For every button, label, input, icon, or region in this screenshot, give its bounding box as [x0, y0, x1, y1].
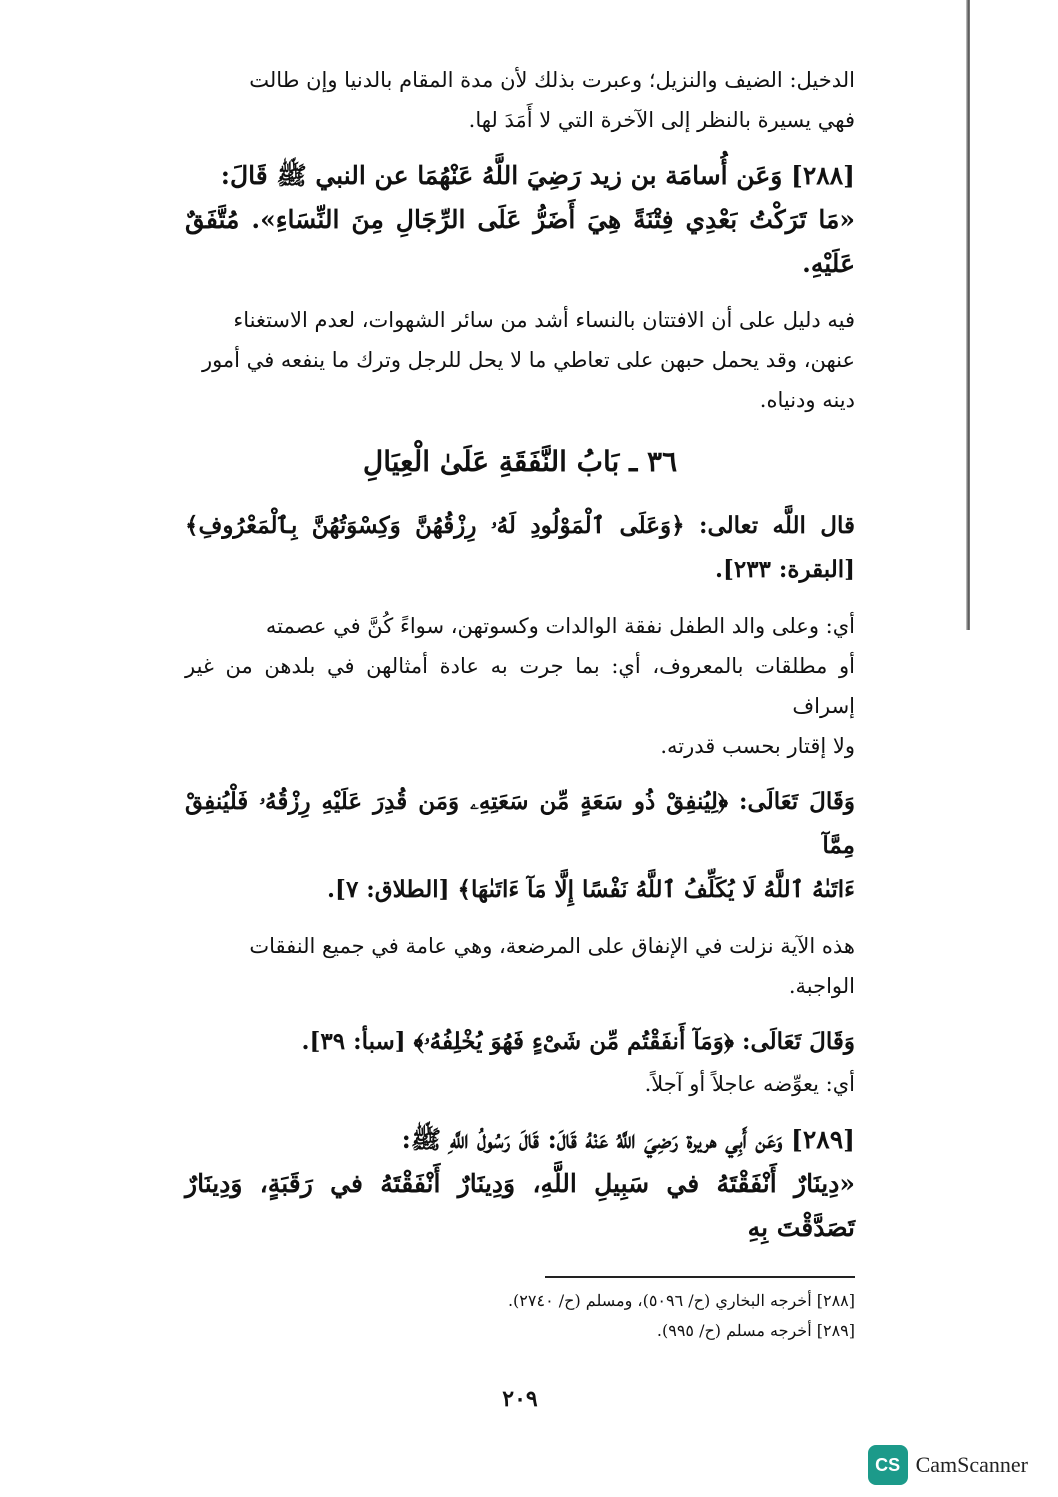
- verse-line: ءَاتَىٰهُ ٱللَّهُ لَا يُكَلِّفُ ٱللَّهُ نَفْسًا إِلَّا مَآ ءَاتَىٰهَا﴾ [الطلاق: ٧].: [327, 876, 855, 903]
- hadith-289-line: «دِينَارٌ أَنْفَقْتَهُ في سَبِيلِ اللَّهِ، وَدِينَارٌ أَنْفَقْتَهُ في رَقَبَةٍ، وَدِينَارٌ تَصَدَّقْتَ بِهِ: [185, 1169, 855, 1242]
- commentary-line: عنهن، وقد يحمل حبهن على تعاطي ما لا يحل للرجل وترك ما ينفعه في أمور: [201, 348, 855, 372]
- footnote: [٢٨٨] أخرجه البخاري (ح/ ٥٠٩٦)، ومسلم (ح/ ٢٧٤٠).: [507, 1291, 855, 1310]
- paragraph-line: فهي يسيرة بالنظر إلى الآخرة التي لا أَمَدَ لها.: [468, 108, 855, 132]
- camscanner-watermark: [868, 1445, 1028, 1485]
- camscanner-logo-icon: CS: [868, 1445, 908, 1485]
- camscanner-brand-text: CamScanner: [915, 1452, 1028, 1477]
- commentary-line: هذه الآية نزلت في الإنفاق على المرضعة، وهي عامة في جميع النفقات: [249, 934, 855, 958]
- hadith-288-line: «مَا تَرَكْتُ بَعْدِي فِتْنَةً هِيَ أَضَرُّ عَلَى الرِّجَالِ مِنَ النِّسَاءِ». مُتَّفَقٌ عَلَيْهِ.: [185, 205, 855, 278]
- commentary-line: أو مطلقات بالمعروف، أي: بما جرت به عادة أمثالهن في بلدهن من غير إسراف: [185, 654, 855, 718]
- hadith-288-line: [٢٨٨] وَعَن أُسامَة بن زيد رَضِيَ اللَّهُ عَنْهُمَا عن النبي ﷺ قَالَ:: [220, 161, 855, 190]
- commentary-line: فيه دليل على أن الافتتان بالنساء أشد من سائر الشهوات، لعدم الاستغناء: [233, 308, 855, 332]
- commentary-line: دينه ودنياه.: [759, 388, 855, 412]
- footnote-divider: [545, 1276, 855, 1278]
- commentary-line: أي: يعوِّضه عاجلاً أو آجلاً.: [644, 1072, 855, 1096]
- verse-line: وَقَالَ تَعَالَى: ﴿وَمَآ أَنفَقْتُم مِّن شَىْءٍ فَهُوَ يُخْلِفُهُۥ﴾ [سبأ: ٣٩].: [301, 1028, 855, 1055]
- verse-line: قال اللَّه تعالى: ﴿وَعَلَى ٱلْمَوْلُودِ لَهُۥ رِزْقُهُنَّ وَكِسْوَتُهُنَّ بِٱلْمَعْرُوفِ﴾ [البقرة: ٢٣٣].: [185, 512, 855, 583]
- paragraph-line: الدخيل: الضيف والنزيل؛ وعبرت بذلك لأن مدة المقام بالدنيا وإن طالت: [249, 68, 855, 92]
- footnote: [٢٨٩] أخرجه مسلم (ح/ ٩٩٥).: [656, 1321, 855, 1340]
- commentary-line: الواجبة.: [788, 974, 855, 998]
- commentary-line: ولا إقتار بحسب قدرته.: [660, 734, 855, 758]
- commentary-line: أي: وعلى والد الطفل نفقة الوالدات وكسوتهن، سواءً كُنَّ في عصمته: [265, 614, 855, 638]
- hadith-289-line: [٢٨٩] وَعَن أَبِي هريرة رَضِيَ اللَّهُ عَنْهُ قَالَ: قَالَ رَسُولُ اللَّهِ ﷺ:: [401, 1125, 855, 1154]
- chapter-heading: ٣٦ ـ بَابُ النَّفَقَةِ عَلَىٰ الْعِيَالِ: [362, 445, 678, 478]
- verse-line: وَقَالَ تَعَالَى: ﴿لِيُنفِقْ ذُو سَعَةٍ مِّن سَعَتِهِۦ وَمَن قُدِرَ عَلَيْهِ رِزْقُهُۥ فَلْيُنفِقْ مِمَّآ: [185, 788, 855, 859]
- scan-page-edge: [966, 0, 970, 630]
- page-number: ٢٠٩: [502, 1386, 538, 1412]
- book-page: [185, 60, 855, 1412]
